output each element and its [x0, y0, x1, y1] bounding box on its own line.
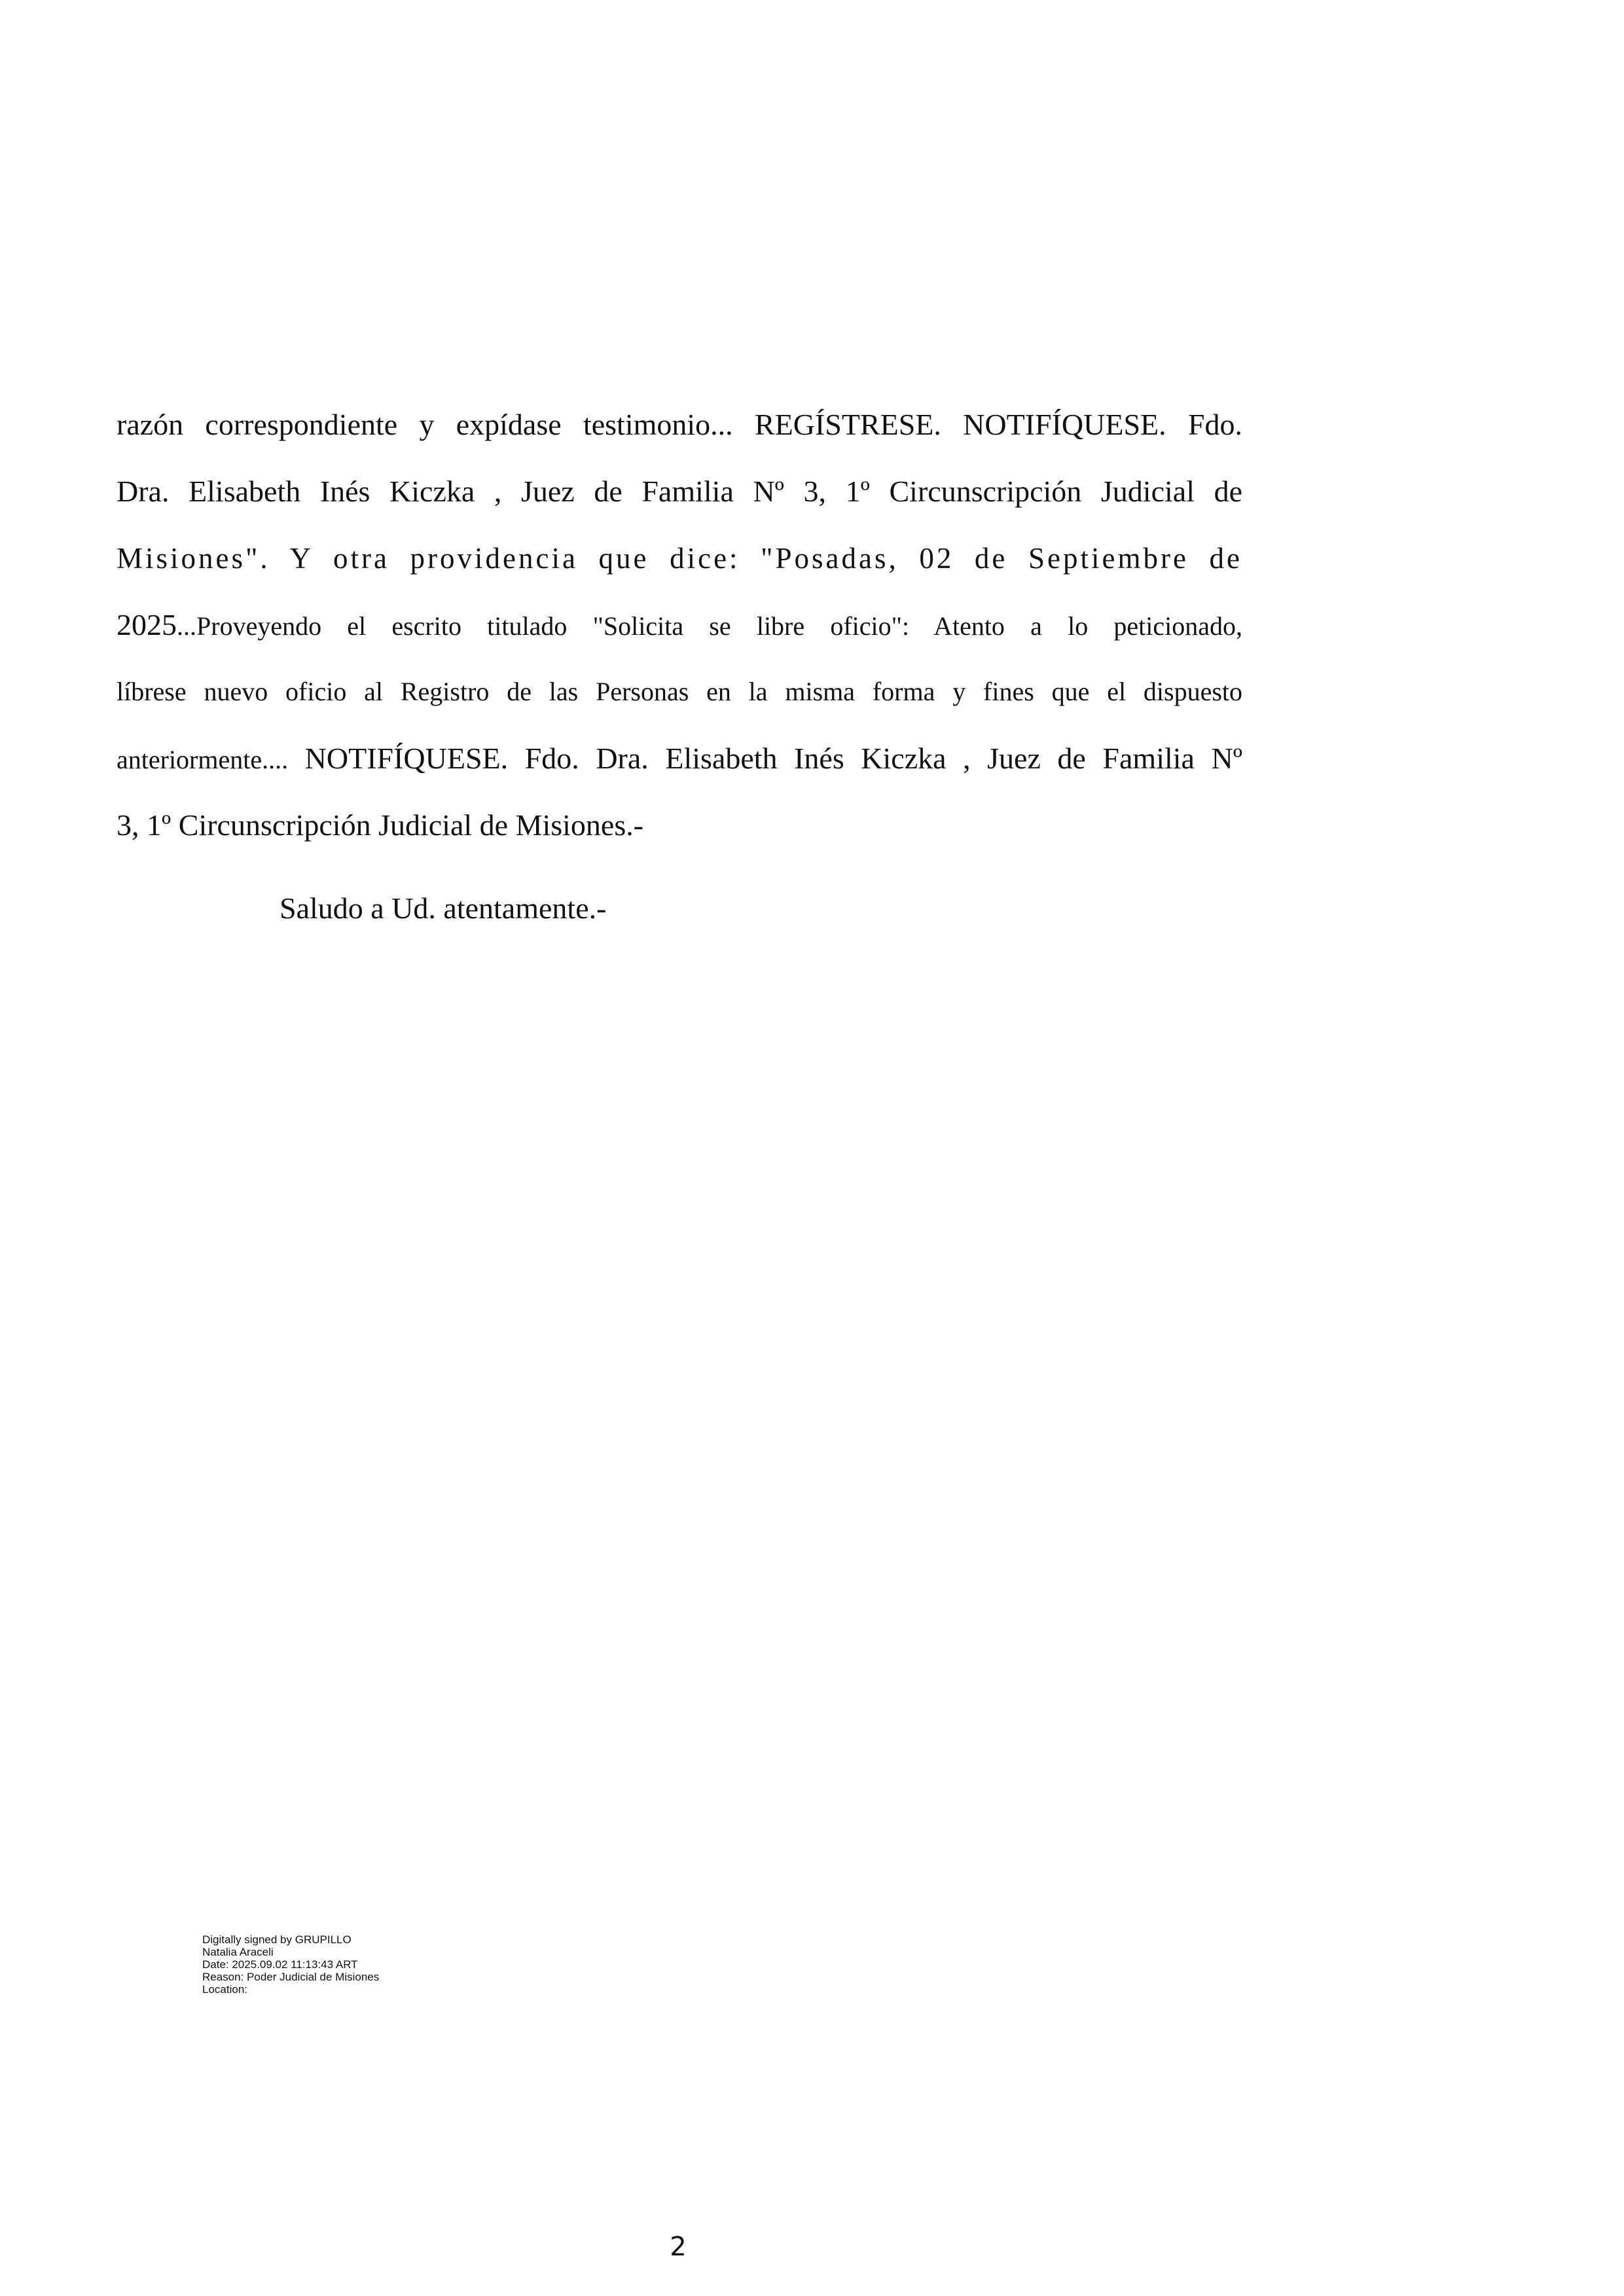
body-line-segment: 2025: [117, 608, 177, 641]
body-line: Misiones". Y otra providencia que dice: "Posadas, 02 de Septiembre de: [117, 542, 1242, 575]
body-line: [117, 592, 1242, 658]
body-line: Dra. Elisabeth Inés Kiczka , Juez de Familia Nº 3, 1º Circunscripción Judicial de: [117, 475, 1242, 508]
signature-line: Date: 2025.09.02 11:13:43 ART: [202, 1958, 358, 1971]
body-line-segment: anteriormente....: [117, 745, 289, 774]
body-line: [117, 725, 1242, 792]
signature-line: Natalia Araceli: [202, 1946, 274, 1958]
body-line-segment: ...Proveyendo el escrito titulado "Solicita se libre oficio": Atento a lo peticionado,: [177, 611, 1242, 641]
signature-line: Digitally signed by GRUPILLO: [202, 1933, 352, 1946]
signature-line: Reason: Poder Judicial de Misiones: [202, 1971, 380, 1983]
body-line: líbrese nuevo oficio al Registro de las Personas en la misma forma y fines que el dispuesto: [117, 677, 1242, 706]
page-number: 2: [670, 2232, 687, 2262]
body-line: razón correspondiente y expídase testimonio... REGÍSTRESE. NOTIFÍQUESE. Fdo.: [117, 408, 1242, 441]
body-line: 3, 1º Circunscripción Judicial de Misiones.-: [117, 808, 644, 842]
document-body: [117, 391, 1242, 859]
body-line-segment: NOTIFÍQUESE. Fdo. Dra. Elisabeth Inés Kiczka , Juez de Familia Nº: [288, 742, 1242, 775]
digital-signature-block: [202, 1933, 379, 1996]
closing-salutation: Saludo a Ud. atentamente.-: [280, 891, 607, 925]
signature-line: Location:: [202, 1983, 247, 1996]
